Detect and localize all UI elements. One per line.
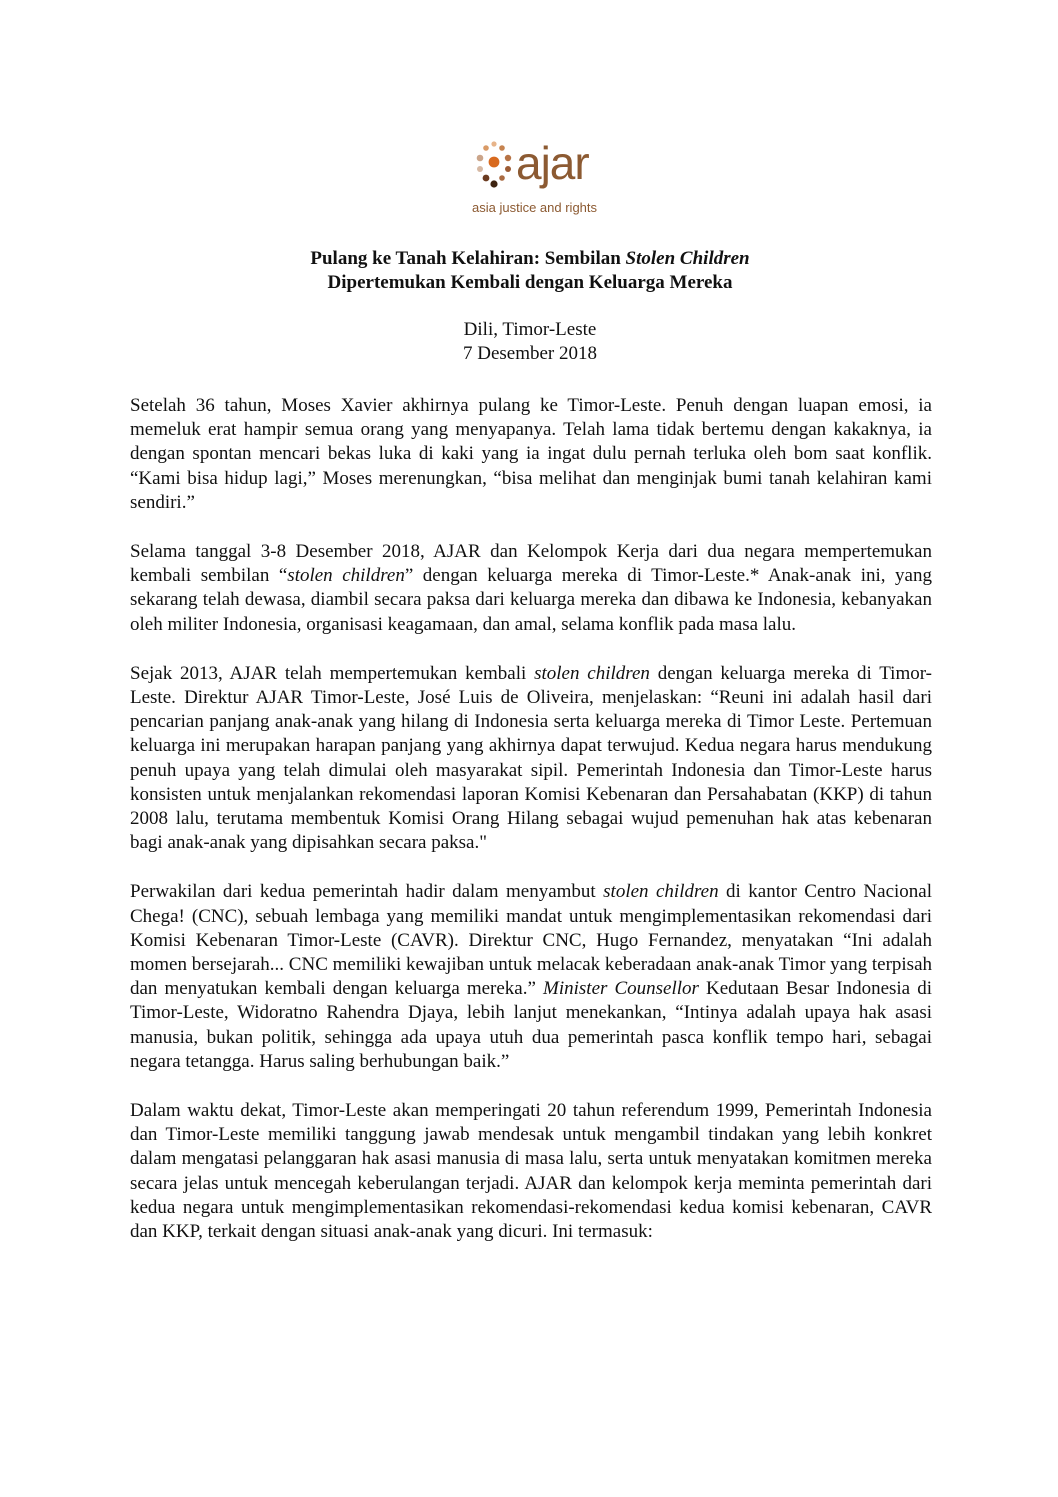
- text-run: dengan keluarga mereka di Timor-Leste. Direktur AJAR Timor-Leste, José Luis de Oliveira, menjelaskan: “Reuni ini adalah hasil dari pencarian panjang anak-anak yang hilang di Indonesia serta keluarga mereka di Timor Leste. Pertemuan keluarga ini merupakan harapan panjang yang akhirnya dapat terwujud. Kedua negara harus mendukung penuh upaya yang telah dimulai oleh masyarakat sipil. Pemerintah Indonesia dan Timor-Leste harus konsisten untuk menjalankan rekomendasi laporan Komisi Kebenaran dan Persahabatan (KKP) di tahun 2008 lalu, terutama membentuk Komisi Orang Hilang sebagai wujud pemenuhan hak atas kebenaran bagi anak-anak yang dipisahkan secara paksa.": [130, 662, 932, 854]
- logo-wordmark: ajar: [516, 137, 589, 189]
- title-line-1-italic: Stolen Children: [625, 248, 750, 269]
- text-run: Perwakilan dari kedua pemerintah hadir dalam menyambut: [130, 881, 604, 903]
- dateline-date: 7 Desember 2018: [462, 343, 598, 364]
- paragraph: [130, 540, 932, 637]
- title-line-1: [130, 247, 930, 271]
- title-line-2: Dipertemukan Kembali dengan Keluarga Mereka: [327, 272, 733, 293]
- text-run: di kantor Centro Nacional Chega! (CNC), sebuah lembaga yang memiliki mandat untuk mengimplementasikan rekomendasi dari Komisi Kebenaran Timor-Leste (CAVR). Direktur CNC, Hugo Fernandez, menyatakan “Ini adalah momen bersejarah... CNC memiliki kewajiban untuk melacak keberadaan anak-anak Timor yang terpisah dan menyatukan kembali dengan keluarga mereka.”: [130, 881, 933, 1000]
- text-run: Kedutaan Besar Indonesia di Timor-Leste, Widoratno Rahendra Djaya, lebih lanjut menekankan, “Intinya adalah upaya hak asasi manusia, bukan politik, sehingga ada upaya utuh dua pemerintah pasca konflik tempo hari, sebagai negara tetangga. Harus saling berhubungan baik.”: [130, 978, 932, 1072]
- title-line-1-text: Pulang ke Tanah Kelahiran: Sembilan: [310, 248, 626, 269]
- logo-tagline: asia justice and rights: [472, 200, 598, 215]
- paragraph: [130, 394, 932, 515]
- text-run: Setelah 36 tahun, Moses Xavier akhirnya pulang ke Timor-Leste. Penuh dengan luapan emosi, ia memeluk erat hampir semua orang yang menyapanya. Telah lama tidak bertemu dengan kakaknya, ia dengan spontan mencari bekas luka di kaki yang ia ingat dulu pernah terluka oleh bom saat konflik. “Kami bisa hidup lagi,” Moses merenungkan, “bisa melihat dan menginjak bumi tanah kelahiran kami sendiri.”: [130, 395, 932, 513]
- paragraph: [130, 880, 932, 1074]
- italic-text: stolen children: [287, 565, 405, 587]
- article-body: [130, 394, 932, 1244]
- paragraph: [130, 1099, 932, 1244]
- dateline: [130, 318, 930, 366]
- italic-text: Minister Counsellor: [543, 978, 699, 1000]
- text-run: Sejak 2013, AJAR telah mempertemukan kembali: [130, 662, 535, 684]
- ajar-logo: [472, 138, 622, 218]
- text-run: Dalam waktu dekat, Timor-Leste akan memperingati 20 tahun referendum 1999, Pemerintah Indonesia dan Timor-Leste memiliki tanggung jawab mendesak untuk mengambil tindakan yang lebih konkret dalam mengatasi pelanggaran hak asasi manusia di masa lalu, serta untuk menyatakan komitmen mereka secara jelas untuk mencegah keberulangan terjadi. AJAR dan kelompok kerja meminta pemerintah dari kedua negara untuk mengimplementasikan rekomendasi-rekomendasi kedua komisi kebenaran, CAVR dan KKP, terkait dengan situasi anak-anak yang dicuri. Ini termasuk:: [130, 1100, 932, 1243]
- paragraph: [130, 662, 932, 856]
- text-run: Selama tanggal 3-8 Desember 2018, AJAR dan Kelompok Kerja dari dua negara mempertemukan kembali sembilan “: [130, 541, 932, 587]
- document-title: [130, 247, 930, 295]
- dateline-place: Dili, Timor-Leste: [463, 319, 597, 340]
- text-run: ” dengan keluarga mereka di Timor-Leste.* Anak-anak ini, yang sekarang telah dewasa, diambil secara paksa dari keluarga mereka dan dibawa ke Indonesia, kebanyakan oleh militer Indonesia, organisasi keagamaan, dan amal, selama konflik pada masa lalu.: [130, 565, 932, 635]
- italic-text: stolen children: [603, 881, 719, 903]
- dots-mark-icon: [472, 138, 516, 194]
- italic-text: stolen children: [534, 662, 650, 684]
